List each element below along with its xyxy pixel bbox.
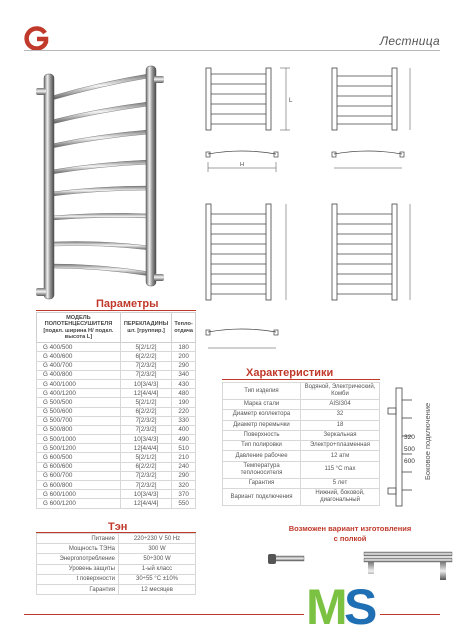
- specs-row: [223, 441, 380, 451]
- rungs-cell: 6[2/2/2]: [120, 462, 171, 471]
- drawing-front-view-1: [200, 60, 300, 140]
- params-table: [36, 312, 196, 509]
- specs-row: [223, 461, 380, 478]
- specs-value-cell: Зеркальная: [301, 430, 380, 440]
- model-cell: G 600/700: [37, 471, 121, 480]
- params-row: [37, 499, 196, 508]
- specs-label-cell: Гарантия: [223, 478, 301, 488]
- model-cell: G 500/600: [37, 407, 121, 416]
- specs-value-cell: 18: [301, 420, 380, 430]
- rungs-cell: 5[2/1/2]: [120, 398, 171, 407]
- header-divider: [24, 50, 440, 51]
- params-row: [37, 407, 196, 416]
- ten-label-cell: Энергопотребление: [37, 554, 119, 564]
- towel-rail-photo: [30, 60, 170, 310]
- model-cell: G 400/1200: [37, 389, 121, 398]
- g-logo: [24, 26, 50, 52]
- specs-value-cell: AISI304: [301, 400, 380, 410]
- specs-value-cell: Водяной, Электрический, Комби: [301, 383, 380, 400]
- rungs-cell: 12[4/4/4]: [120, 444, 171, 453]
- rungs-cell: 12[4/4/4]: [120, 499, 171, 508]
- model-cell: G 500/500: [37, 398, 121, 407]
- params-row: [37, 425, 196, 434]
- ten-value-cell: 50÷300 W: [119, 554, 196, 564]
- specs-row: [223, 451, 380, 461]
- ten-label-cell: Уровень защиты: [37, 564, 119, 574]
- side-value-1: 320: [404, 434, 415, 441]
- specs-label-cell: Поверхность: [223, 430, 301, 440]
- params-row: [37, 462, 196, 471]
- specs-row: [223, 420, 380, 430]
- specs-label-cell: Тип изделия: [223, 383, 301, 400]
- rungs-cell: 7[2/3/2]: [120, 361, 171, 370]
- model-cell: G 400/600: [37, 352, 121, 361]
- ten-title: Тэн: [108, 521, 128, 533]
- page-title: Лестница: [379, 34, 440, 48]
- specs-row: [223, 478, 380, 488]
- rungs-cell: 7[2/3/2]: [120, 370, 171, 379]
- specs-value-cell: 5 лет: [301, 478, 380, 488]
- model-cell: G 400/1000: [37, 379, 121, 388]
- ten-table: [36, 533, 196, 595]
- rungs-cell: 7[2/3/2]: [120, 425, 171, 434]
- params-row: [37, 481, 196, 490]
- heat-cell: 240: [172, 462, 196, 471]
- params-row: [37, 379, 196, 388]
- specs-label-cell: Давление рабочее: [223, 451, 301, 461]
- col-heat: Тепло-отдача: [172, 313, 196, 343]
- heat-cell: 550: [172, 499, 196, 508]
- params-row: [37, 453, 196, 462]
- heat-cell: 210: [172, 453, 196, 462]
- rungs-cell: 7[2/3/2]: [120, 416, 171, 425]
- specs-value-cell: 12 атм: [301, 451, 380, 461]
- drawing-front-view-3: [200, 200, 300, 310]
- model-cell: G 500/800: [37, 425, 121, 434]
- model-cell: G 600/800: [37, 481, 121, 490]
- specs-table: [222, 382, 380, 506]
- params-row: [37, 352, 196, 361]
- rungs-cell: 12[4/4/4]: [120, 389, 171, 398]
- specs-label-cell: Температура теплоносителя: [223, 461, 301, 478]
- specs-value-cell: 32: [301, 410, 380, 420]
- params-row: [37, 416, 196, 425]
- specs-row: [223, 430, 380, 440]
- ten-row: [37, 554, 196, 564]
- model-cell: G 400/700: [37, 361, 121, 370]
- ten-row: [37, 534, 196, 544]
- variant-line-2: с полкой: [333, 534, 367, 543]
- model-cell: G 600/1200: [37, 499, 121, 508]
- params-table-body: [37, 343, 196, 508]
- model-cell: G 500/1200: [37, 444, 121, 453]
- model-cell: G 500/700: [37, 416, 121, 425]
- heat-cell: 510: [172, 444, 196, 453]
- ten-row: [37, 564, 196, 574]
- side-value-2: 500: [404, 446, 415, 453]
- ten-value-cell: 220÷230 V 50 Hz: [119, 534, 196, 544]
- side-value-3: 600: [404, 458, 415, 465]
- rungs-cell: 5[2/1/2]: [120, 343, 171, 352]
- specs-row: [223, 489, 380, 506]
- params-row: [37, 444, 196, 453]
- ten-label-cell: t поверхности: [37, 574, 119, 584]
- svg-text:S: S: [344, 579, 378, 630]
- params-row: [37, 398, 196, 407]
- specs-rule: [222, 379, 380, 380]
- variant-line-1: Возможен вариант изготовления: [288, 524, 412, 533]
- heat-cell: 400: [172, 425, 196, 434]
- params-row: [37, 389, 196, 398]
- dim-height-label: L: [289, 98, 293, 104]
- ten-row: [37, 584, 196, 594]
- params-row: [37, 370, 196, 379]
- model-cell: G 600/1000: [37, 490, 121, 499]
- rungs-cell: 10[3/4/3]: [120, 379, 171, 388]
- col-model: МОДЕЛЬ ПОЛОТЕНЦЕСУШИТЕЛЯ [подкл. ширина Н/ подкл. высота L]: [37, 313, 121, 343]
- ten-value-cell: 1-ый класс: [119, 564, 196, 574]
- params-row: [37, 343, 196, 352]
- specs-label-cell: Диаметр коллектора: [223, 410, 301, 420]
- side-connection-caption: Боковое подключение: [423, 402, 432, 480]
- specs-row: [223, 383, 380, 400]
- heat-cell: 340: [172, 370, 196, 379]
- specs-label-cell: Марка стали: [223, 400, 301, 410]
- heat-cell: 290: [172, 471, 196, 480]
- heat-cell: 320: [172, 481, 196, 490]
- params-row: [37, 471, 196, 480]
- params-rule: [36, 310, 196, 311]
- rungs-cell: 7[2/3/2]: [120, 481, 171, 490]
- params-row: [37, 361, 196, 370]
- svg-text:M: M: [306, 579, 348, 630]
- ten-label-cell: Мощность ТЭНа: [37, 544, 119, 554]
- specs-value-cell: Нижний, боковой, диагональный: [301, 489, 380, 506]
- ten-table-body: [37, 534, 196, 595]
- drawing-top-view-2: [330, 146, 406, 176]
- heat-cell: 220: [172, 407, 196, 416]
- ten-value-cell: 300 W: [119, 544, 196, 554]
- heat-cell: 480: [172, 389, 196, 398]
- heat-cell: 330: [172, 416, 196, 425]
- heat-cell: 180: [172, 343, 196, 352]
- ten-label-cell: Питание: [37, 534, 119, 544]
- heat-cell: 490: [172, 435, 196, 444]
- dim-width-label: H: [240, 162, 244, 168]
- drawing-front-view-2: [326, 62, 422, 140]
- rungs-cell: 6[2/2/2]: [120, 352, 171, 361]
- specs-value-cell: Электро+плазменная: [301, 441, 380, 451]
- model-cell: G 400/500: [37, 343, 121, 352]
- specs-title: Характеристики: [246, 367, 334, 379]
- params-title: Параметры: [96, 298, 159, 310]
- specs-value-cell: 115 °C max: [301, 461, 380, 478]
- rungs-cell: 5[2/1/2]: [120, 453, 171, 462]
- ten-row: [37, 574, 196, 584]
- rungs-cell: 10[3/4/3]: [120, 435, 171, 444]
- heat-cell: 290: [172, 361, 196, 370]
- drawing-top-view-1: [204, 146, 280, 176]
- ten-row: [37, 544, 196, 554]
- model-cell: G 600/600: [37, 462, 121, 471]
- drawing-top-view-3: [204, 322, 280, 356]
- ten-label-cell: Гарантия: [37, 584, 119, 594]
- specs-label-cell: Диаметр перемычки: [223, 420, 301, 430]
- rungs-cell: 10[3/4/3]: [120, 490, 171, 499]
- ten-value-cell: 12 месяцев: [119, 584, 196, 594]
- ten-value-cell: 30÷55 °C ±10%: [119, 574, 196, 584]
- rungs-cell: 6[2/2/2]: [120, 407, 171, 416]
- model-cell: G 400/800: [37, 370, 121, 379]
- params-row: [37, 435, 196, 444]
- heat-cell: 430: [172, 379, 196, 388]
- specs-row: [223, 410, 380, 420]
- model-cell: G 500/1000: [37, 435, 121, 444]
- specs-label-cell: Тип полировки: [223, 441, 301, 451]
- params-row: [37, 490, 196, 499]
- heat-cell: 190: [172, 398, 196, 407]
- specs-row: [223, 400, 380, 410]
- rungs-cell: 7[2/3/2]: [120, 471, 171, 480]
- model-cell: G 600/500: [37, 453, 121, 462]
- heat-cell: 370: [172, 490, 196, 499]
- col-rungs: ПЕРЕКЛАДИНЫ шт. [группир.]: [120, 313, 171, 343]
- drawing-front-view-4: [326, 200, 422, 310]
- ms-brand-logo: [304, 574, 380, 630]
- side-connection-values: [404, 432, 415, 468]
- heat-cell: 200: [172, 352, 196, 361]
- specs-label-cell: Вариант подключения: [223, 489, 301, 506]
- specs-table-body: [223, 383, 380, 506]
